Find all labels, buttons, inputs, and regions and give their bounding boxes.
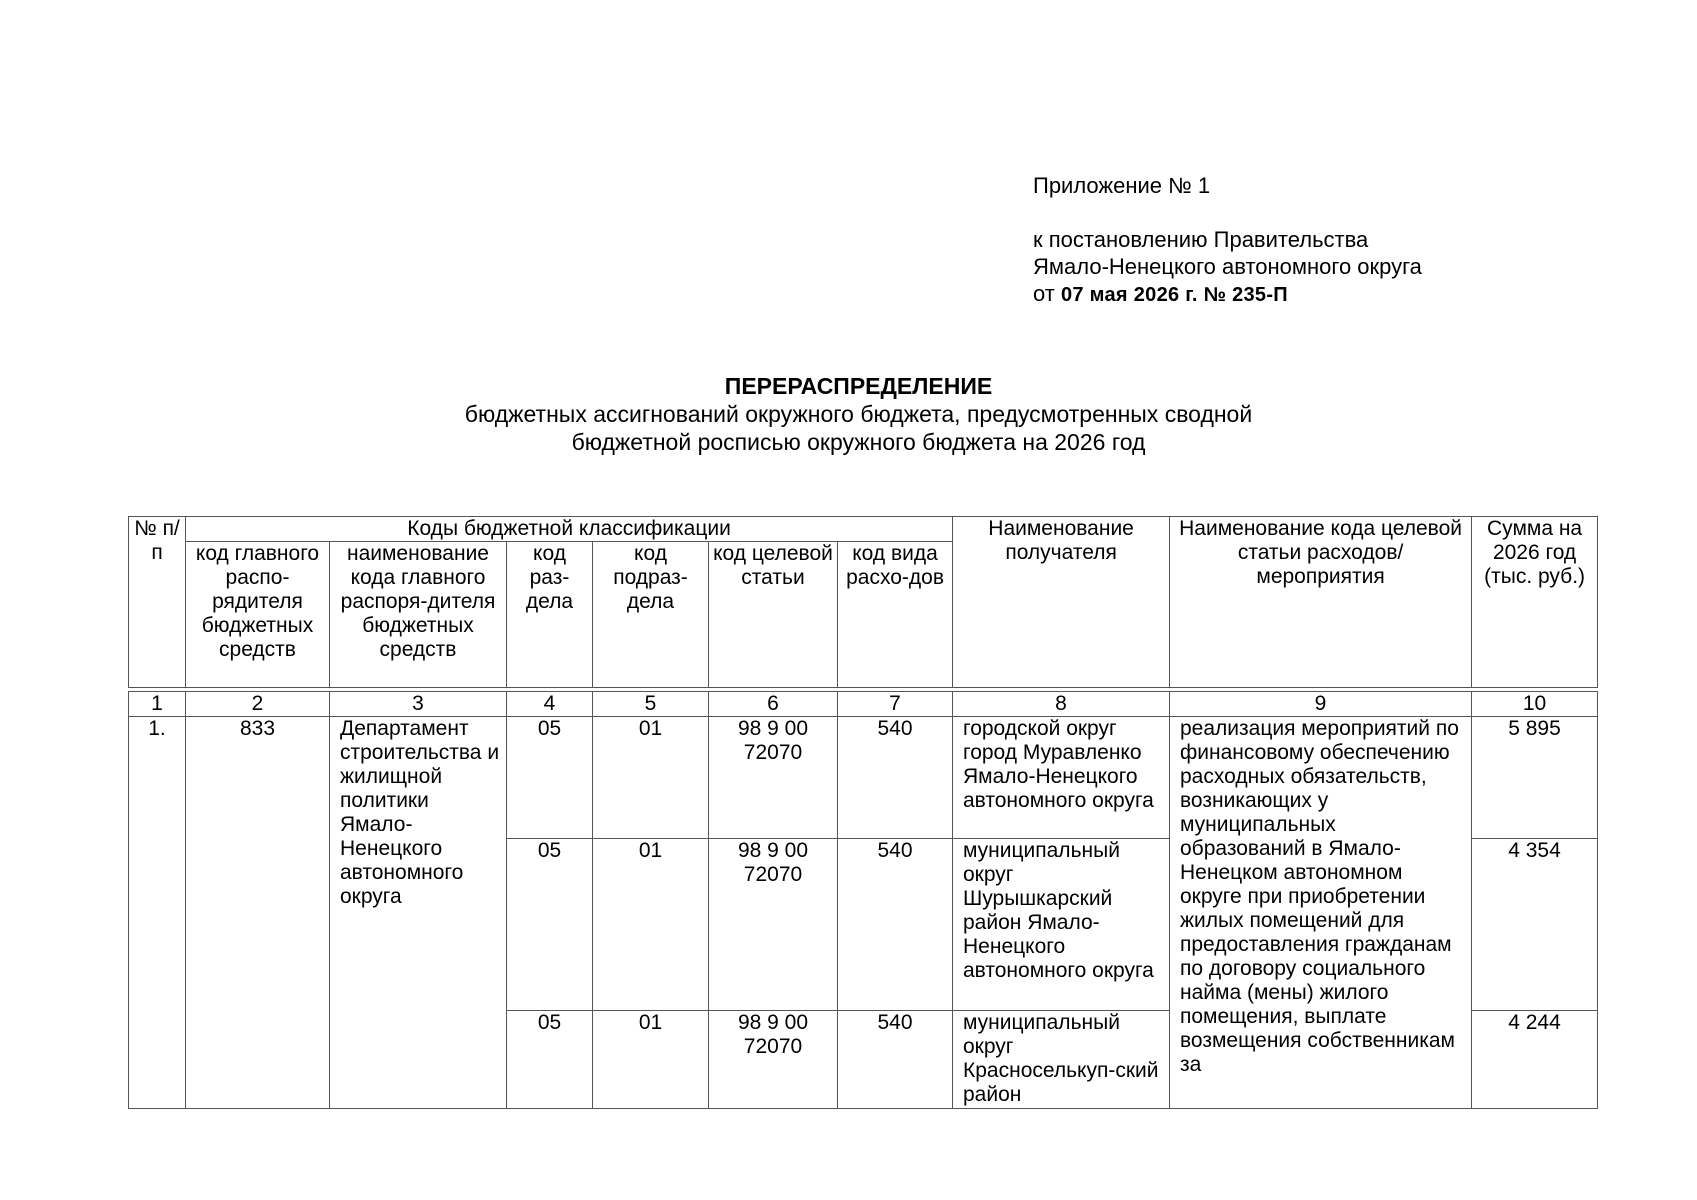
from-label: от [1033, 281, 1055, 306]
column-number: 7 [838, 692, 953, 717]
column-number: 2 [186, 692, 330, 717]
attachment-to-decree: к постановлению Правительства [1033, 227, 1369, 252]
column-number: 3 [330, 692, 507, 717]
row-target: 98 9 00 72070 [709, 839, 838, 1011]
header-num: № п/п [129, 517, 186, 688]
column-numbers-row [129, 692, 1598, 717]
attachment-block [1033, 172, 1422, 309]
row-chief-code: 833 [186, 717, 330, 1109]
attachment-authority: Ямало-Ненецкого автономного округа [1033, 254, 1422, 279]
header-chief-name: наименование кода главного распоря-дителя бюджетных средств [330, 542, 507, 688]
row-sum: 5 895 [1472, 717, 1598, 839]
row-sum: 4 354 [1472, 839, 1598, 1011]
column-number: 4 [507, 692, 593, 717]
header-target: код целевой статьи [709, 542, 838, 688]
column-number: 8 [953, 692, 1170, 717]
document-subtitle-1: бюджетных ассигнований окружного бюджета, предусмотренных сводной [464, 401, 1253, 427]
row-sum: 4 244 [1472, 1011, 1598, 1109]
column-number: 5 [593, 692, 709, 717]
header-chief-code: код главного распо-рядителя бюджетных средств [186, 542, 330, 688]
row-expense: 540 [838, 839, 953, 1011]
row-section: 05 [507, 717, 593, 839]
header-recipient: Наименование получателя [953, 517, 1170, 688]
row-recipient: муниципальный округ Красноселькуп-ский район [953, 1011, 1170, 1109]
header-subsection: код подраз-дела [593, 542, 709, 688]
document-title: ПЕРЕРАСПРЕДЕЛЕНИЕ [724, 373, 993, 399]
row-num: 1. [129, 717, 186, 1109]
row-target: 98 9 00 72070 [709, 717, 838, 839]
row-target: 98 9 00 72070 [709, 1011, 838, 1109]
table-header [128, 516, 1598, 688]
row-recipient: городской округ город Муравленко Ямало-Ненецкого автономного округа [953, 717, 1170, 839]
table-body [128, 691, 1598, 1109]
column-number: 9 [1170, 692, 1472, 717]
header-section: код раз-дела [507, 542, 593, 688]
column-number: 1 [129, 692, 186, 717]
row-subsection: 01 [593, 717, 709, 839]
attachment-number: Приложение № 1 [1033, 173, 1211, 198]
header-expense: код вида расхо-дов [838, 542, 953, 688]
row-section: 05 [507, 1011, 593, 1109]
table-row [129, 717, 1598, 839]
row-section: 05 [507, 839, 593, 1011]
document-subtitle-2: бюджетной росписью окружного бюджета на 2026 год [571, 429, 1146, 455]
row-subsection: 01 [593, 839, 709, 1011]
row-recipient: муниципальный округ Шурышкарский район Ямало-Ненецкого автономного округа [953, 839, 1170, 1011]
header-target-name: Наименование кода целевой статьи расходов/ мероприятия [1170, 517, 1472, 688]
column-number: 10 [1472, 692, 1598, 717]
decree-number: 07 мая 2026 г. № 235-П [1060, 284, 1288, 306]
row-expense: 540 [838, 1011, 953, 1109]
row-target-name: реализация мероприятий по финансовому обеспечению расходных обязательств, возникающих у муниципальных образований в Ямало-Ненецком автономном округе при приобретении жилых помещений для предоставления гражданам по договору социального найма (мены) жилого помещения, выплате возмещения собственникам за [1170, 717, 1472, 1109]
document-heading [128, 372, 1589, 456]
header-codes-group: Коды бюджетной классификации [186, 517, 953, 542]
row-chief-name: Департамент строительства и жилищной политики Ямало-Ненецкого автономного округа [330, 717, 507, 1109]
header-sum: Сумма на 2026 год (тыс. руб.) [1472, 517, 1598, 688]
row-expense: 540 [838, 717, 953, 839]
row-subsection: 01 [593, 1011, 709, 1109]
attachment-date-line [1033, 280, 1422, 309]
column-number: 6 [709, 692, 838, 717]
